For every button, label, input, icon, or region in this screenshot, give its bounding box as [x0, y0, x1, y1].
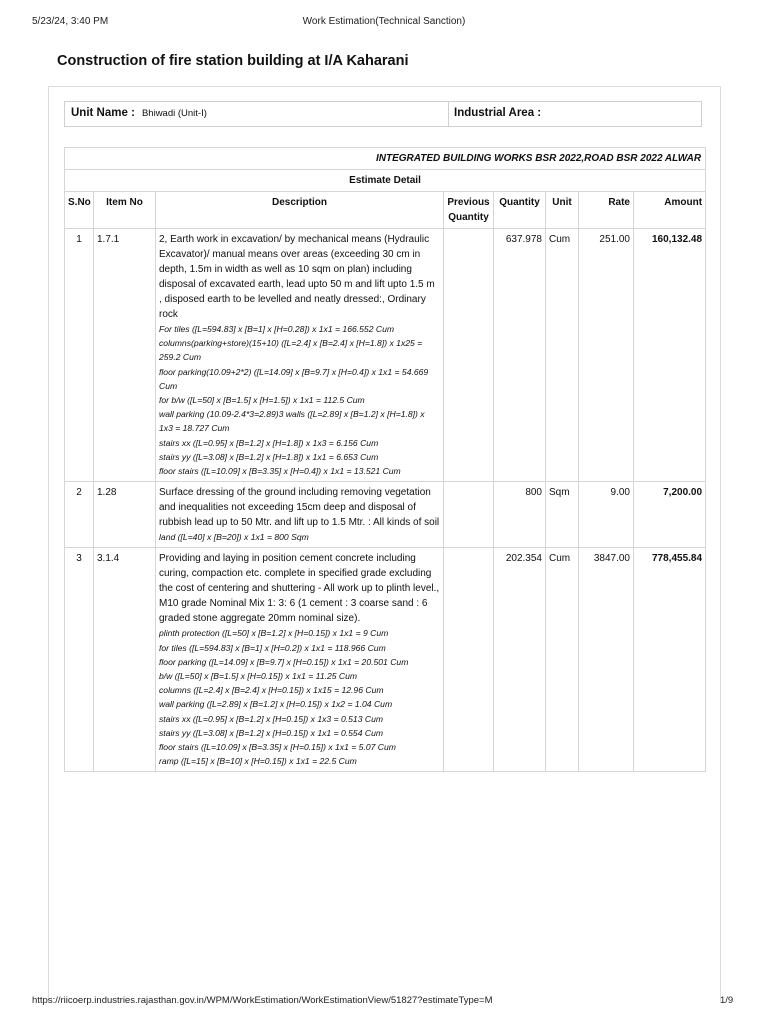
cell-amount: 7,200.00 — [634, 482, 706, 548]
cell-description — [156, 548, 444, 772]
col-header-sno: S.No — [65, 192, 94, 229]
unit-name-field — [71, 107, 207, 119]
measurement-line: plinth protection ([L=50] x [B=1.2] x [H=0.15]) x 1x1 = 9 Cum — [159, 628, 389, 639]
measurement-line: floor stairs ([L=10.09] x [B=3.35] x [H=0.15]) x 1x1 = 5.07 Cum — [159, 742, 396, 753]
cell-sno: 3 — [65, 548, 94, 772]
print-doc-title: Work Estimation(Technical Sanction) — [302, 16, 466, 27]
col-header-amount: Amount — [634, 192, 706, 229]
col-header-item-no: Item No — [94, 192, 156, 229]
measurement-line: stairs xx ([L=0.95] x [B=1.2] x [H=0.15]) x 1x3 = 0.513 Cum — [159, 713, 384, 724]
cell-rate: 251.00 — [579, 229, 634, 482]
col-header-description: Description — [156, 192, 444, 229]
cell-previous-quantity — [444, 229, 494, 482]
cell-item-no: 1.28 — [94, 482, 156, 548]
unit-divider — [448, 102, 449, 126]
unit-name-label: Unit Name : — [71, 107, 135, 119]
table-header-row — [65, 192, 706, 229]
estimate-rows — [65, 229, 706, 772]
measurement-line: ramp ([L=15] x [B=10] x [H=0.15]) x 1x1 = 22.5 Cum — [159, 756, 357, 767]
industrial-area-label: Industrial Area : — [454, 107, 542, 119]
cell-description — [156, 229, 444, 482]
cell-sno: 2 — [65, 482, 94, 548]
measurement-line: b/w ([L=50] x [B=1.5] x [H=0.15]) x 1x1 = 11.25 Cum — [159, 671, 358, 682]
cell-rate: 3847.00 — [579, 548, 634, 772]
page-number: 1/9 — [720, 995, 734, 1006]
cell-amount: 160,132.48 — [634, 229, 706, 482]
unit-name-value: Bhiwadi (Unit-I) — [141, 108, 207, 119]
estimate-detail-title: Estimate Detail — [65, 170, 706, 192]
print-header — [0, 16, 768, 32]
cell-item-no: 3.1.4 — [94, 548, 156, 772]
item-description: 2, Earth work in excavation/ by mechanical means (Hydraulic Excavator)/ manual means over areas (exceeding 30 cm in depth, 1.5m in width as well as 10 sqm on plan) including disposal of excavated earth, lead upto 50 m and lift upto 1.5 m , disposed earth to be levelled and neatly dressed:, Ordinary rock — [159, 234, 435, 320]
cell-amount: 778,455.84 — [634, 548, 706, 772]
cell-unit: Cum — [546, 229, 579, 482]
measurement-line: for tiles ([L=594.83] x [B=1] x [H=0.2]) x 1x1 = 118.966 Cum — [159, 642, 386, 653]
measurement-line: columns(parking+store)(15+10) ([L=2.4] x [B=2.4] x [H=1.8]) x 1x25 = 259.2 Cum — [159, 338, 423, 363]
print-url: https://riicoerp.industries.rajasthan.gov.in/WPM/WorkEstimation/WorkEstimationView/51827?estimateType=M — [32, 995, 493, 1006]
measurement-line: columns ([L=2.4] x [B=2.4] x [H=0.15]) x 1x15 = 12.96 Cum — [159, 685, 384, 696]
estimate-table — [64, 147, 706, 772]
table-row — [65, 548, 706, 772]
item-description: Providing and laying in position cement concrete including curing, compaction etc. complete in specified grade excluding the cost of centering and shuttering - All work up to plinth level., M10 grade Nominal Mix 1: 3: 6 (1 cement : 3 coarse sand : 6 graded stone aggregate 20mm nominal size). — [159, 553, 440, 625]
table-subtitle-row — [65, 170, 706, 192]
measurement-line: stairs yy ([L=3.08] x [B=1.2] x [H=0.15]) x 1x1 = 0.554 Cum — [159, 727, 384, 738]
cell-quantity: 637.978 — [494, 229, 546, 482]
measurement-line: floor stairs ([L=10.09] x [B=3.35] x [H=0.4]) x 1x1 = 13.521 Cum — [159, 466, 401, 477]
cell-unit: Sqm — [546, 482, 579, 548]
col-header-unit: Unit — [546, 192, 579, 229]
cell-quantity: 800 — [494, 482, 546, 548]
item-description: Surface dressing of the ground including removing vegetation and inequalities not exceeding 15cm deep and disposal of rubbish lead up to 50 Mtr. and lift up to 1.5 Mtr. : All kinds of soil — [159, 487, 440, 529]
col-header-previous-quantity: Previous Quantity — [444, 192, 494, 229]
measurement-line: stairs xx ([L=0.95] x [B=1.2] x [H=1.8]) x 1x3 = 6.156 Cum — [159, 437, 379, 448]
cell-sno: 1 — [65, 229, 94, 482]
measurement-line: wall parking (10.09-2.4*3=2.89)3 walls ([L=2.89] x [B=1.2] x [H=1.8]) x 1x3 = 18.727 Cum — [159, 409, 425, 434]
industrial-area-field — [454, 107, 541, 119]
table-row — [65, 229, 706, 482]
measurement-line: floor parking(10.09+2*2) ([L=14.09] x [B=9.7] x [H=0.4]) x 1x1 = 54.669 Cum — [159, 366, 429, 391]
measurement-line: floor parking ([L=14.09] x [B=9.7] x [H=0.15]) x 1x1 = 20.501 Cum — [159, 656, 409, 667]
unit-info-box — [64, 101, 702, 127]
page-title: Construction of fire station building at I/A Kaharani — [57, 53, 409, 69]
measurement-line: land ([L=40] x [B=20]) x 1x1 = 800 Sqm — [159, 532, 309, 543]
measurement-line: for b/w ([L=50] x [B=1.5] x [H=1.5]) x 1x1 = 112.5 Cum — [159, 395, 365, 406]
cell-description — [156, 482, 444, 548]
measurement-line: wall parking ([L=2.89] x [B=1.2] x [H=0.15]) x 1x2 = 1.04 Cum — [159, 699, 393, 710]
col-header-rate: Rate — [579, 192, 634, 229]
print-datetime: 5/23/24, 3:40 PM — [32, 16, 109, 27]
cell-rate: 9.00 — [579, 482, 634, 548]
schedule-title: INTEGRATED BUILDING WORKS BSR 2022,ROAD BSR 2022 ALWAR — [65, 148, 706, 170]
cell-previous-quantity — [444, 548, 494, 772]
measurement-line: stairs yy ([L=3.08] x [B=1.2] x [H=1.8]) x 1x1 = 6.653 Cum — [159, 451, 379, 462]
cell-quantity: 202.354 — [494, 548, 546, 772]
table-band-row — [65, 148, 706, 170]
col-header-quantity: Quantity — [494, 192, 546, 229]
cell-previous-quantity — [444, 482, 494, 548]
measurement-line: For tiles ([L=594.83] x [B=1] x [H=0.28]) x 1x1 = 166.552 Cum — [159, 324, 395, 334]
cell-item-no: 1.7.1 — [94, 229, 156, 482]
cell-unit: Cum — [546, 548, 579, 772]
table-row — [65, 482, 706, 548]
